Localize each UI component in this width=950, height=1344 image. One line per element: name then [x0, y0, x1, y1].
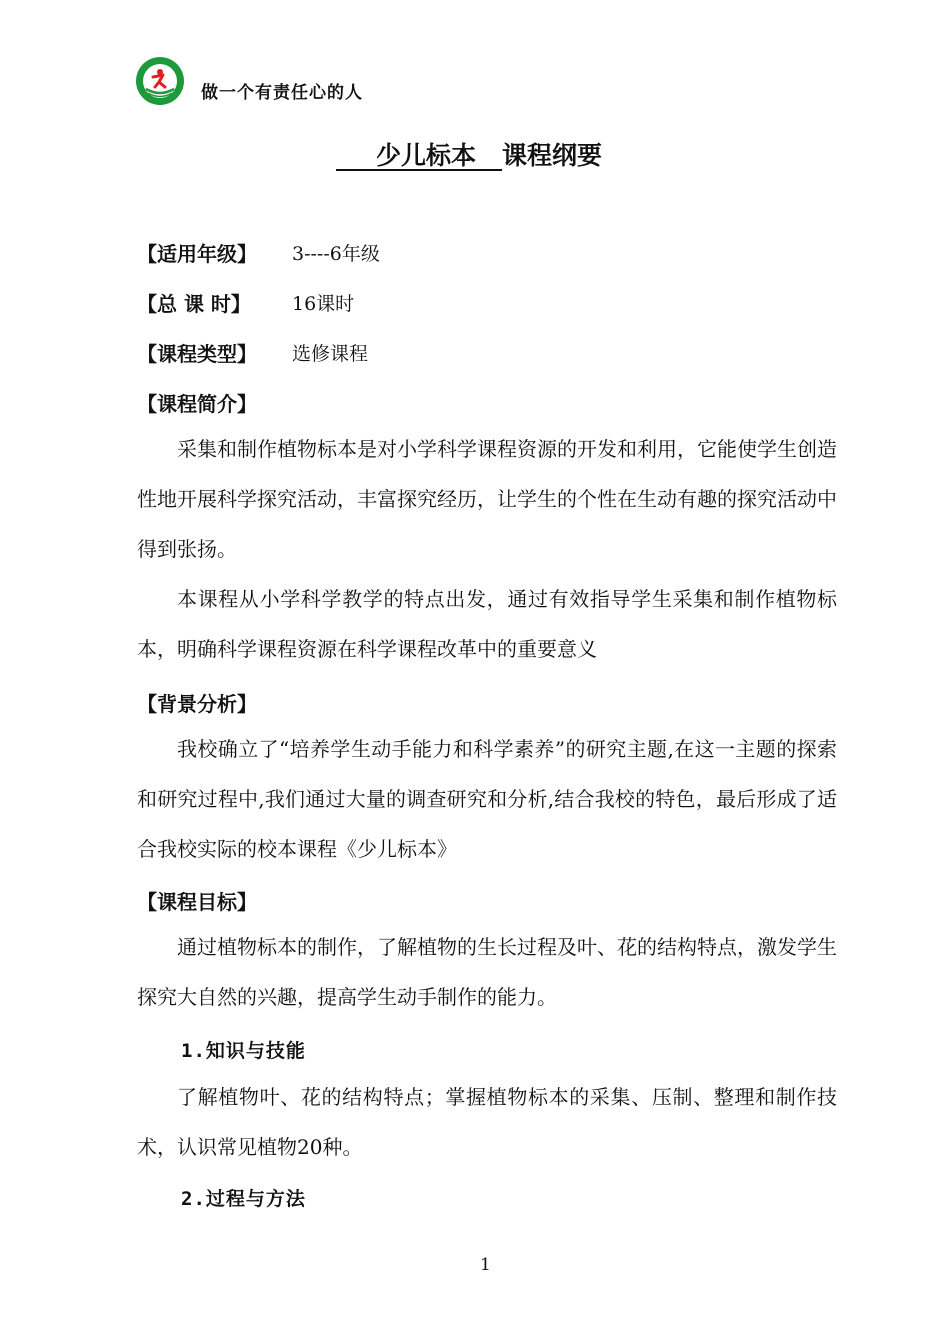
- type-label: 【课程类型】: [137, 342, 257, 366]
- hours-value: 16课时: [292, 293, 355, 315]
- intro-paragraph-1: 采集和制作植物标本是对小学科学课程资源的开发和利用，它能使学生创造性地开展科学探究活动，丰富探究经历，让学生的个性在生动有趣的探究活动中得到张扬。: [137, 437, 837, 561]
- knowledge-skills-heading: 1.知识与技能: [181, 1040, 306, 1062]
- title-underline-right: [476, 142, 502, 171]
- knowledge-skills-paragraph: 了解植物叶、花的结构特点；掌握植物标本的采集、压制、整理和制作技术，认识常见植物20种。: [137, 1085, 837, 1159]
- page-title: [336, 136, 602, 172]
- title-underline-left: [336, 142, 376, 171]
- page-number: 1: [480, 1255, 491, 1275]
- hours-label: 【总 课 时】: [137, 292, 251, 316]
- school-motto: 做一个有责任心的人: [201, 83, 363, 103]
- goals-heading: 【课程目标】: [137, 890, 257, 914]
- course-name: 少儿标本: [376, 141, 477, 170]
- type-value: 选修课程: [292, 343, 369, 365]
- process-method-heading: 2.过程与方法: [181, 1188, 306, 1210]
- background-paragraph: 我校确立了“培养学生动手能力和科学素养”的研究主题,在这一主题的探索和研究过程中,我们通过大量的调查研究和分析,结合我校的特色，最后形成了适合我校实际的校本课程《少儿标本》: [137, 737, 837, 861]
- grade-label: 【适用年级】: [137, 242, 257, 266]
- intro-paragraph-2: 本课程从小学科学教学的特点出发，通过有效指导学生采集和制作植物标本，明确科学课程资源在科学课程改革中的重要意义: [137, 587, 837, 661]
- title-suffix: 课程纲要: [502, 141, 603, 170]
- school-logo-icon: [135, 56, 185, 106]
- intro-heading: 【课程简介】: [137, 392, 257, 416]
- grade-value: 3----6年级: [292, 243, 380, 265]
- background-heading: 【背景分析】: [137, 692, 257, 716]
- goals-paragraph: 通过植物标本的制作，了解植物的生长过程及叶、花的结构特点，激发学生探究大自然的兴趣，提高学生动手制作的能力。: [137, 935, 837, 1009]
- school-logo: [135, 56, 185, 106]
